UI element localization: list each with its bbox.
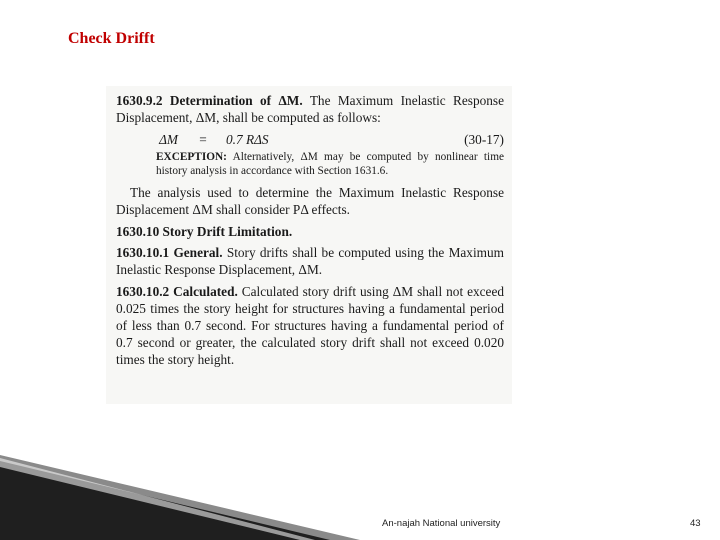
equation-rhs: 0.7 RΔS: [226, 132, 269, 147]
equation-number: (30-17): [464, 132, 504, 147]
page-number: 43: [690, 518, 701, 529]
equation-30-17: [116, 131, 504, 148]
section-text: Calculated story drift using ΔM shall not exceed 0.025 times the story height for structures having a fundamental period of less than 0.7 second. For structures having a fundamental period of 0.7 second or greater, the calculated story drift shall not exceed 0.020 times the story height.: [116, 284, 505, 367]
exception-label: EXCEPTION:: [156, 151, 227, 163]
code-excerpt-image: [106, 86, 512, 404]
section-1630-9-2: [116, 92, 504, 126]
section-heading: Calculated.: [173, 284, 238, 299]
equation-equals: =: [199, 132, 207, 147]
section-text: Story drifts shall be computed using the Maximum Inelastic Response Displacement, ΔM.: [116, 245, 504, 277]
footer-university: An-najah National university: [382, 518, 501, 529]
section-1630-10-1: [116, 244, 504, 278]
section-heading: Determination of ΔM.: [169, 93, 303, 108]
exception-note: [116, 150, 504, 178]
equation-lhs: ΔM: [159, 132, 178, 147]
section-1630-10-heading: 1630.10 Story Drift Limitation.: [116, 224, 293, 239]
section-number: 1630.10.1: [116, 245, 170, 260]
section-text: The Maximum Inelastic Response Displacement, ΔM, shall be computed as follows:: [116, 93, 504, 125]
section-number: 1630.10.2: [116, 284, 170, 299]
p-delta-paragraph: The analysis used to determine the Maximum Inelastic Response Displacement ΔM shall consider PΔ effects.: [116, 185, 504, 217]
section-heading: General.: [173, 245, 223, 260]
section-1630-10-2: [116, 283, 504, 368]
footer-wedge-decoration: [0, 455, 720, 540]
exception-text: Alternatively, ΔM may be computed by nonlinear time history analysis in accordance with Section 1631.6.: [156, 151, 504, 177]
section-number: 1630.9.2: [116, 93, 163, 108]
slide-title: Check Drifft: [68, 30, 155, 47]
